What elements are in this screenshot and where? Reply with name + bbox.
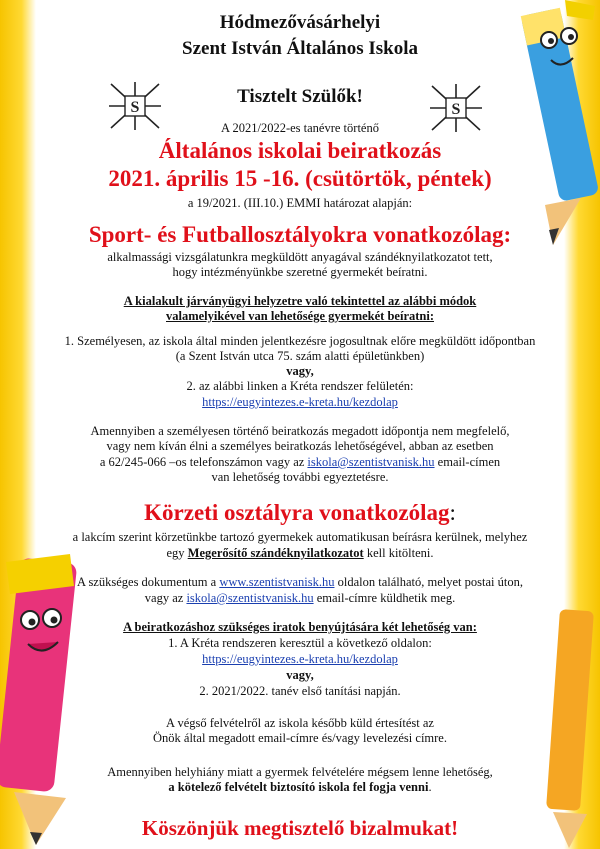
sport-option1: 1. Személyesen, az iskola által minden jelentkezésre jogosultnak előre megküldött időpontban — [64, 334, 536, 348]
sport-or: vagy, — [286, 364, 314, 378]
kreta-link-2[interactable]: https://eugyintezes.e-kreta.hu/kezdolap — [202, 652, 398, 666]
line2-post: kell kitölteni. — [363, 546, 434, 560]
confirmation-form-name: Megerősítő szándéknyilatkozatot — [187, 546, 364, 560]
sport-option1-address: (a Szent István utca 75. szám alatti épületünkben) — [175, 349, 425, 363]
intro-post: a 19/2021. (III.10.) EMMI határozat alapján: — [187, 196, 413, 210]
school-name: Szent István Általános Iskola — [182, 38, 418, 59]
enrollment-date: 2021. április 15 -16. (csütörtök, péntek) — [108, 166, 492, 191]
kreta-link[interactable]: https://eugyintezes.e-kreta.hu/kezdolap — [202, 395, 398, 409]
doc2-post: email-címre küldhetik meg. — [313, 591, 456, 605]
alt3-suffix: email-címen — [434, 455, 501, 469]
district-heading: Körzeti osztályra vonatkozólag — [144, 500, 450, 525]
submit-option2: 2. 2021/2022. tanév első tanítási napján. — [199, 684, 401, 698]
district-line2 — [40, 546, 560, 561]
district-heading-row — [40, 500, 560, 526]
sport-alt4: van lehetőség további egyeztetésre. — [211, 470, 389, 484]
submit-option1: 1. A Kréta rendszeren keresztül a következő oldalon: — [168, 636, 432, 650]
sport-kreta-link-row — [40, 395, 560, 410]
submit-heading: A beiratkozáshoz szükséges iratok benyújtására két lehetőség van: — [123, 620, 477, 634]
doc2-pre: vagy az — [144, 591, 187, 605]
doc1-post: oldalon található, melyet postai úton, — [334, 575, 523, 589]
sport-line1: alkalmassági vizsgálatunkra megküldött anyagával szándéknyilatkozatot tett, — [107, 250, 493, 264]
final-notice1: A végső felvételről az iskola később küld értesítést az — [166, 716, 434, 730]
thanks-message: Köszönjük megtisztelő bizalmukat! — [141, 816, 459, 840]
sport-heading: Sport- és Futballosztályokra vonatkozólag: — [88, 222, 512, 247]
alt3-text: a 62/245-066 –os telefonszámon vagy az — [99, 455, 308, 469]
space-notice2-dot: . — [428, 780, 432, 794]
doc1-pre: A szükséges dokumentum a — [76, 575, 220, 589]
greeting: Tisztelt Szülők! — [237, 86, 363, 107]
line2-pre: egy — [166, 546, 188, 560]
svg-text:S: S — [130, 99, 140, 116]
district-doc1 — [40, 575, 560, 590]
district-line1: a lakcím szerint körzetünkbe tartozó gyermekek automatikusan beírásra kerülnek, melyhez — [72, 530, 528, 544]
space-notice2-bold: a kötelező felvételt biztosító iskola fel fogja venni — [168, 780, 429, 794]
intro-pre: A 2021/2022-es tanévre történő — [221, 121, 379, 135]
svg-text:S: S — [451, 101, 461, 118]
sport-option2: 2. az alábbi linken a Kréta rendszer felületén: — [186, 379, 414, 393]
sport-alt3 — [40, 455, 560, 470]
enrollment-title: Általános iskolai beiratkozás — [158, 138, 442, 163]
school-website-link[interactable]: www.szentistvanisk.hu — [219, 575, 335, 589]
school-city: Hódmezővásárhelyi — [219, 12, 381, 33]
submit-or: vagy, — [286, 668, 314, 682]
space-notice2 — [40, 780, 560, 795]
submit-link-row — [40, 652, 560, 667]
left-yellow-stripe — [0, 0, 36, 849]
district-doc2 — [40, 591, 560, 606]
sport-alt2: vagy nem kíván élni a személyes beiratkozás lehetőségével, abban az esetben — [106, 439, 494, 453]
district-heading-colon: : — [449, 500, 456, 525]
space-notice1: Amennyiben helyhiány miatt a gyermek felvételére mégsem lenne lehetőség, — [107, 765, 493, 779]
school-email-link-2[interactable]: iskola@szentistvanisk.hu — [186, 591, 314, 605]
sport-alt1: Amennyiben a személyesen történő beiratkozás megadott időpontja nem megfelelő, — [90, 424, 510, 438]
final-notice2: Önök által megadott email-címre és/vagy levelezési címre. — [153, 731, 447, 745]
sport-notice2: valamelyikével van lehetősége gyermekét beíratni: — [166, 309, 434, 323]
school-email-link[interactable]: iskola@szentistvanisk.hu — [307, 455, 435, 469]
sport-notice1: A kialakult járványügyi helyzetre való tekintettel az alábbi módok — [123, 294, 477, 308]
right-yellow-stripe — [564, 0, 600, 849]
sport-line2: hogy intézményünkbe szeretné gyermekét beíratni. — [172, 265, 428, 279]
